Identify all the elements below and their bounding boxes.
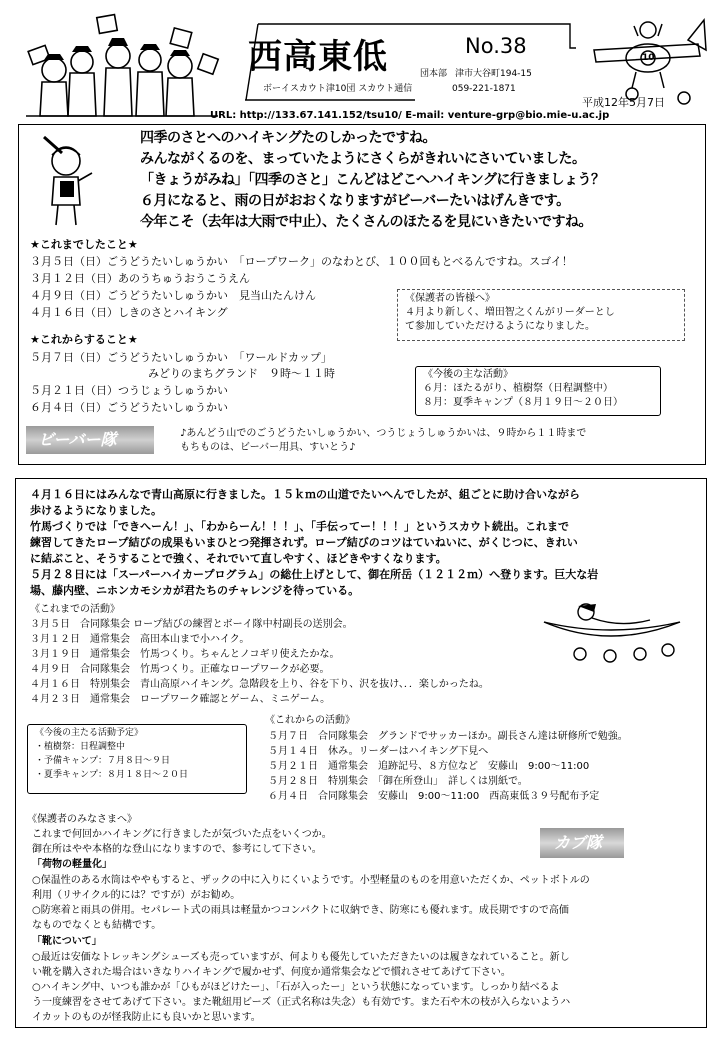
cub-guardian-line: 《保護者のみなさまへ》 [27,814,137,825]
shoes-line: ○最近は安価なトレッキングシューズも売っていますが、何よりも優先していただきたいのは履きなれていること。新し [32,952,570,963]
beaver-label-banner [26,426,154,454]
beaver-intro-line: ６月になると、雨の日がおおくなりますがビーバーたいはげんきです。 [140,193,570,209]
beaver-label: ビーバー隊 [38,430,117,449]
cub-label-banner [540,828,624,858]
plane-number: 10 [642,53,655,63]
beaver-past-item: ３月５日（日）ごうどうたいしゅうかい 「ロープワーク」のなわとび、１００回もとべるんですね。スゴイ！ [30,255,573,268]
cub-plans-line: ・予備キャンプ：７月８日～９日 [35,756,171,766]
cub-future-item: ５月７日 合同隊集会 グランドでサッカーほか。副長さん達は研修所で勉強。 [268,731,628,742]
beaver-footer-note: ♪あんどう山でのごうどうたいしゅうかい、つうじょうしゅうかいは、９時から１１時まで [180,428,587,439]
cub-plans-line: ・植樹祭：日程調整中 [35,742,126,752]
hammock-illustration-icon [540,598,690,668]
cub-past-item: ４月１６日 特別集会 青山高原ハイキング。急階段を上り、谷を下り、沢を抜け、．．楽しかったね。 [30,679,489,690]
address: 津市大谷町194-15 [455,69,532,79]
issue-date: 平成12年5月7日 [582,96,665,109]
cub-intro-line: 竹馬づくりでは「できへーん！」、「わからーん！！！」、「手伝ってー！！！」というスカウト続出。これまで [30,520,569,533]
cub-plans-line: 《今後の主たる活動予定》 [35,728,144,738]
newsletter-title: 西高東低 [248,37,388,77]
cub-label: カブ隊 [554,833,603,852]
cub-future-item: ５月２１日 通常集会 追跡記号、８方位など 安藤山 9:00～11:00 [268,761,590,772]
org-line: ボーイスカウト津10団 スカウト通信 [263,84,413,94]
issue-number: No.38 [465,34,527,58]
beaver-future-heading: ★これからすること★ [30,333,138,346]
beaver-intro-line: みんながくるのを、まっていたようにさくらがきれいにさいていました。 [140,151,586,167]
cub-past-item: ３月５日 合同隊集会 ロープ結びの練習とボーイ隊中村副長の送別会。 [30,619,353,630]
cub-past-heading: 《これまでの活動》 [30,604,120,615]
baggage-line: ○保温性のある水筒はややもすると、ザックの中に入りにくいようです。小型軽量のものを用意いただくか、ペットボトルの [32,875,590,886]
cub-past-item: ３月１９日 通常集会 竹馬つくり。ちゃんとノコギリ使えたかな。 [30,649,340,660]
beaver-future-item: みどりのまちグランド ９時～１１時 [148,367,335,380]
shoes-heading: 「靴について」 [32,936,102,947]
shoes-line: ○ハイキング中、いつも誰かが「ひもがほどけたー」、「石が入ったー」という状態になっています。しっかり結べるよ [32,982,560,993]
shoes-line: イカットのものが怪我防止にも良いかと思います。 [32,1012,261,1023]
cub-plans-line: ・夏季キャンプ：８月１８日～２０日 [35,770,189,780]
header-frame [240,18,580,106]
cub-past-item: ３月１２日 通常集会 高田本山まで小ハイク。 [30,634,250,645]
guardian-note-line: 《保護者の皆様へ》 [405,293,495,304]
hq-label: 団本部 [420,69,448,79]
beaver-future-item: ５月２１日（日）つうじょうしゅうかい [30,384,228,397]
beaver-past-item: ３月１２日（日）あのうちゅうおうこうえん [30,272,250,285]
baseball-kid-illustration-icon [40,131,100,231]
baggage-line: 利用（リサイクル的には？ですが）がお勧め。 [32,890,241,901]
cub-future-item: ６月４日 合同隊集会 安藤山 9:00～11:00 西高東低３９号配布予定 [268,791,600,802]
beaver-intro-line: 「きょうがみね」「四季のさと」こんどはどこへハイキングに行きましょう？ [140,172,605,188]
beaver-past-item: ４月１６日（日）しきのさとハイキング [30,306,228,319]
baggage-line: なものでなくとも結構です。 [32,920,162,931]
beaver-past-heading: ★これまでしたこと★ [30,238,138,251]
cub-future-heading: 《これからの活動》 [265,715,355,726]
cub-intro-line: ５月２８日には「スーパーハイカープログラム」の総仕上げとして、御在所岳（１２１２ｍ）へ登ります。巨大な岩 [30,568,599,581]
main-activities-line: ６月：ほたるがり、植樹祭（日程調整中） [423,383,613,394]
cub-intro-line: 練習してきたロープ結びの成果もいまひとつ発揮されず。ロープ結びのコツはていねいに、がくじつに、きれい [30,536,578,549]
shoes-line: う一度練習をさせてあげて下さい。また靴紐用ビーズ（正式名称は失念）も有効です。また石や木の枝が入らないようハ [32,997,571,1008]
beaver-intro-line: 今年こそ（去年は大雨で中止）、たくさんのほたるを見にいきたいですね。 [140,214,592,230]
shoes-line: い靴を購入された場合はいきなりハイキングで履かせず、何度か通常集会などで慣れさせてあげて下さい。 [32,967,511,978]
cub-intro-line: ４月１６日にはみんなで青山高原に行きました。１５ｋｍの山道でたいへんでしたが、組ごとに助け合いながら [30,488,580,501]
scouts-illustration-icon [22,8,222,120]
guardian-note-line: ４月より新しく、増田智之くんがリーダーとし [405,307,615,318]
cub-past-item: ４月９日 合同隊集会 竹馬つくり。正確なロープワークが必要。 [30,664,330,675]
beaver-future-item: ５月７日（日）ごうどうたいしゅうかい 「ワールドカップ」 [30,351,332,364]
cub-intro-line: 歩けるようになりました。 [30,504,162,517]
guardian-note-line: て参加していただけるようになりました。 [405,321,595,332]
url-line: URL: http://133.67.141.152/tsu10/ E-mail: venture-grp@bio.mie-u.ac.jp [210,110,610,121]
baggage-line: ○防寒着と雨具の併用。セパレート式の雨具は軽量かつコンパクトに収納でき、防寒にも優れます。成長期ですので高価 [32,905,569,916]
cub-future-item: ５月２８日 特別集会 「御在所登山」 詳しくは別紙で。 [268,776,528,787]
cub-future-item: ５月１４日 休み。リーダーはハイキング下見へ [268,746,489,757]
phone: 059-221-1871 [452,84,516,94]
beaver-footer-note: もちものは、ビーバー用具、すいとう♪ [180,442,356,453]
cub-guardian-line: これまで何回かハイキングに行きましたが気づいた点をいくつか。 [32,829,332,840]
beaver-intro-line: 四季のさとへのハイキングたのしかったですね。 [140,130,437,146]
beaver-past-item: ４月９日（日）ごうどうたいしゅうかい 見当山たんけん [30,289,316,302]
cub-guardian-line: 御在所はやや本格的な登山になりますので、参考にして下さい。 [32,844,322,855]
beaver-future-item: ６月４日（日）ごうどうたいしゅうかい [30,401,228,414]
cub-intro-line: に結ぶこと、そうすることで強く、それでいて直しやすく、ほどきやすくなります。 [30,552,447,565]
cub-past-item: ４月２３日 通常集会 ロープワーク確認とゲーム、ミニゲーム。 [30,694,331,705]
cub-intro-line: 場、藤内壁、ニホンカモシカが君たちのチャレンジを待っている。 [30,584,360,597]
baggage-heading: 「荷物の軽量化」 [32,859,112,870]
main-activities-line: ８月：夏季キャンプ（８月１９日～２０日） [423,397,623,408]
main-activities-line: 《今後の主な活動》 [423,369,513,380]
